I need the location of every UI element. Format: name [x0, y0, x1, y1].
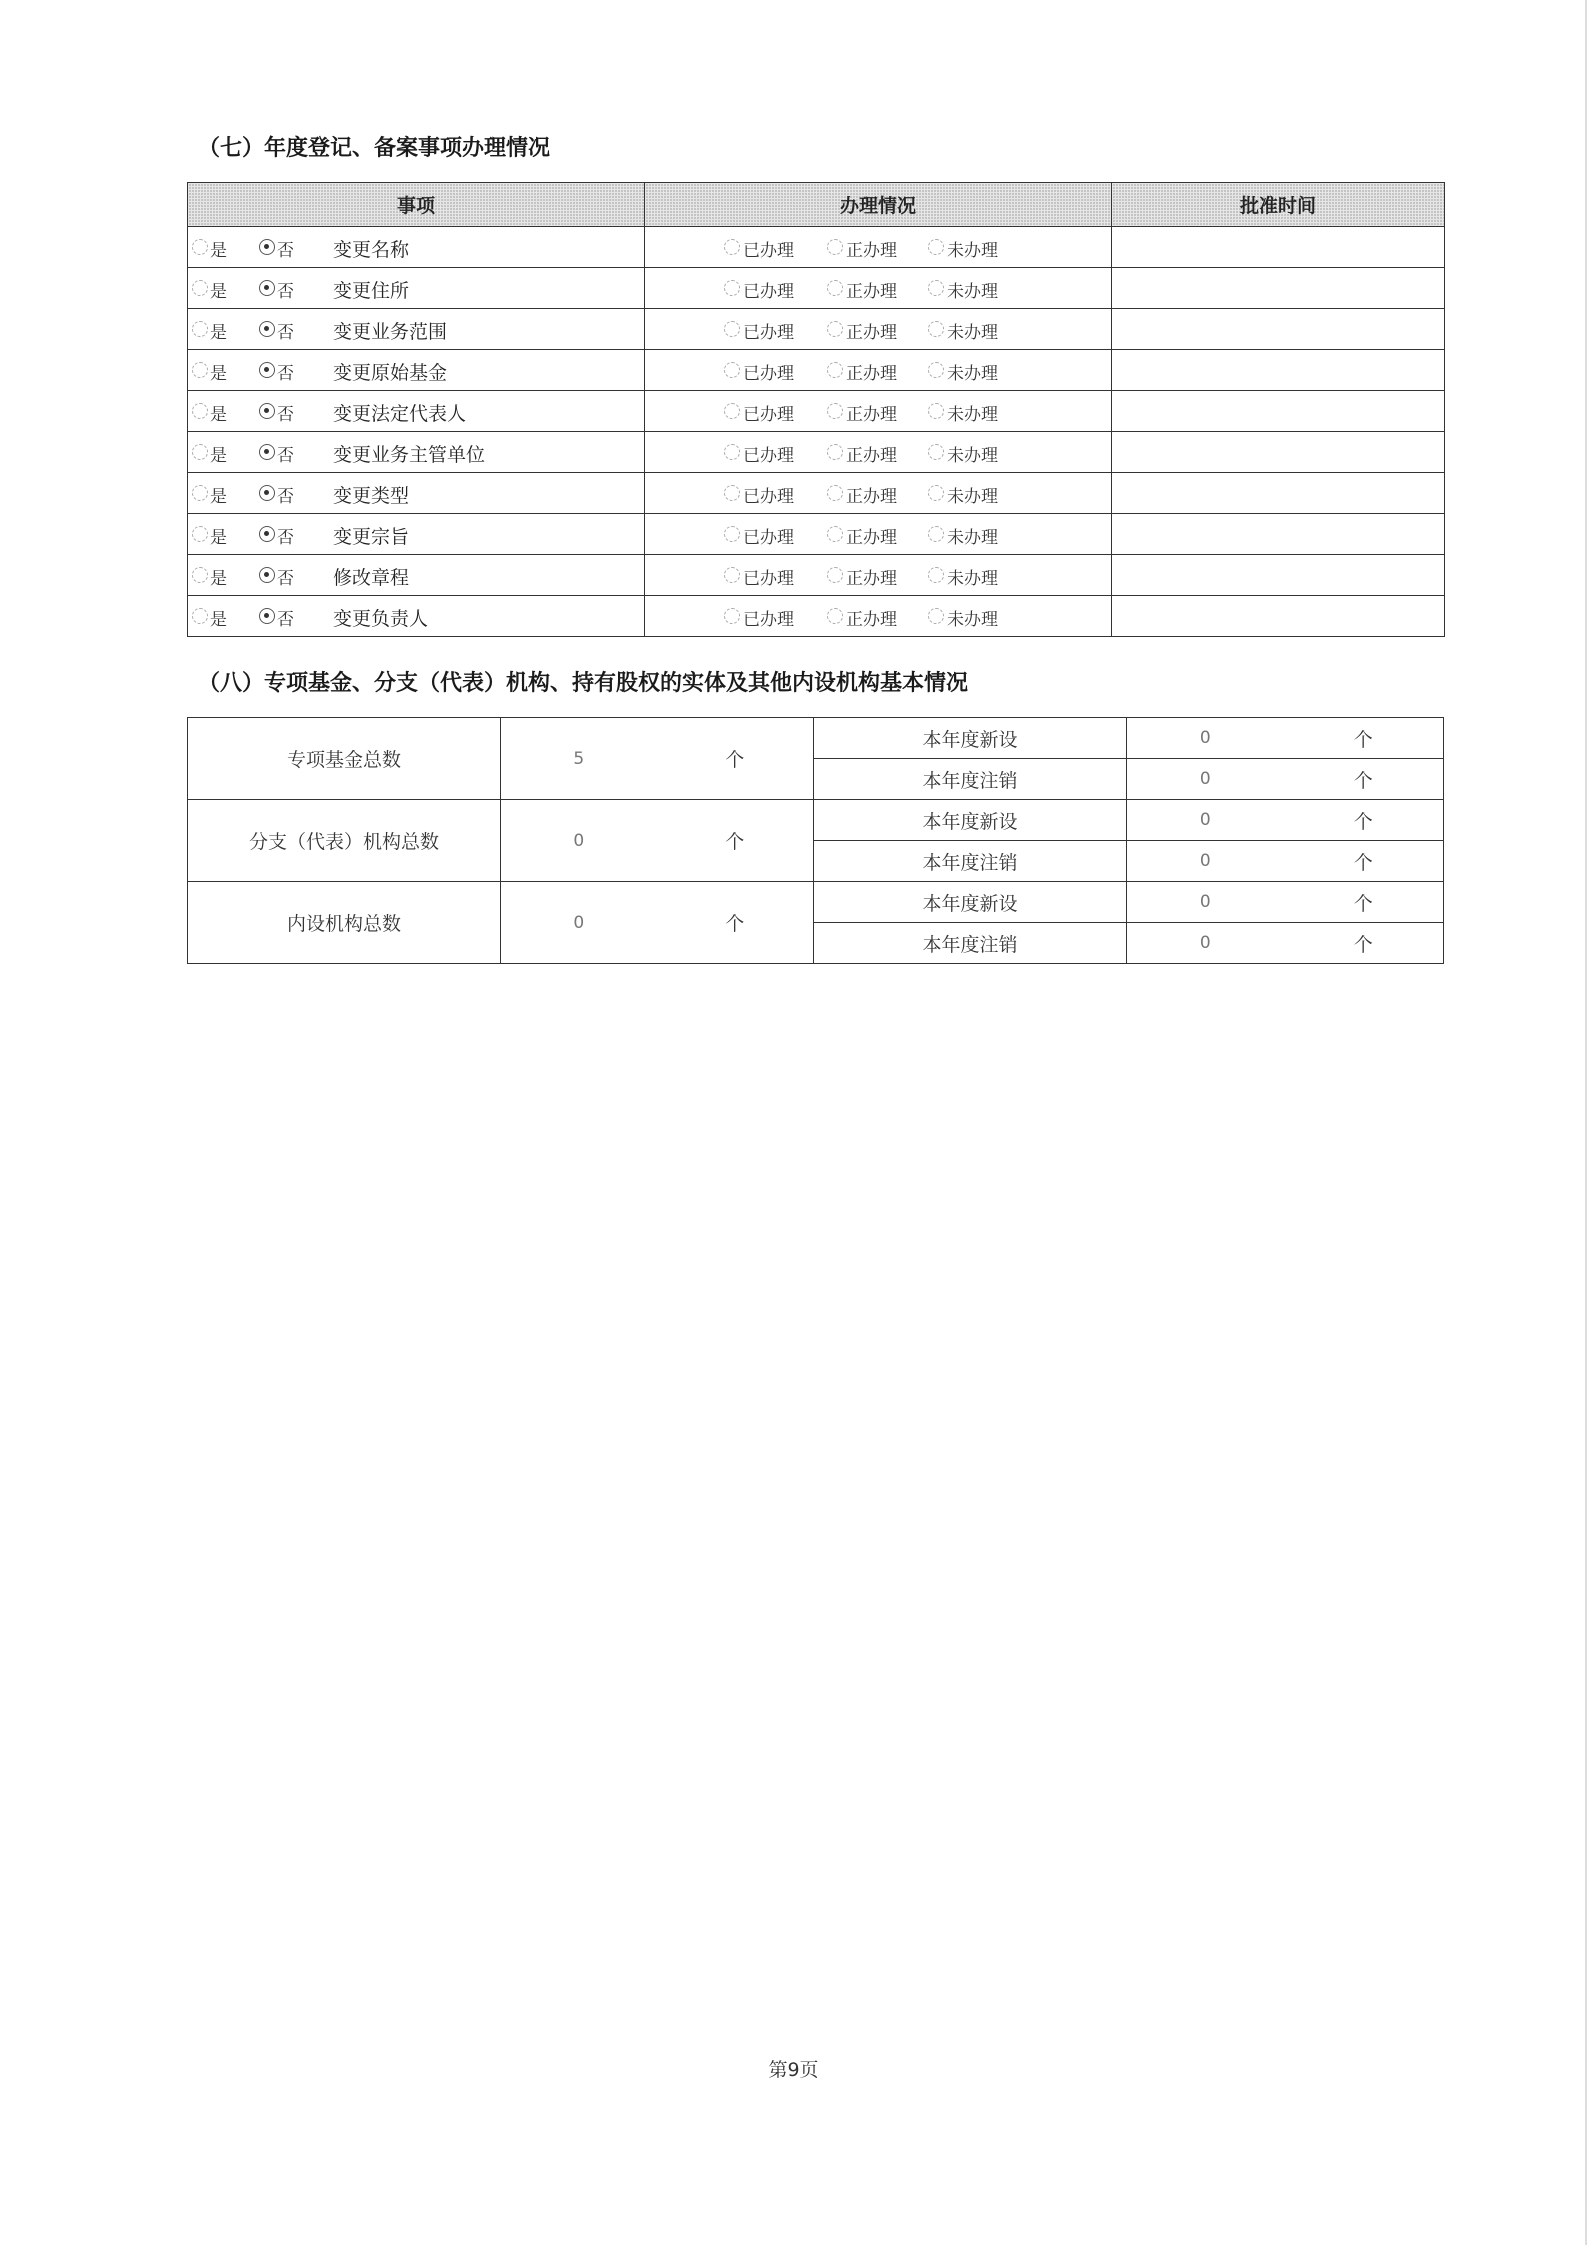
table-row — [188, 227, 1445, 268]
table-row — [188, 596, 1445, 637]
page-number: 第9页 — [768, 2059, 819, 2081]
no-label: 否 — [277, 364, 294, 384]
status-not-done-radio[interactable] — [928, 239, 944, 255]
approval-time-cell — [1112, 514, 1445, 555]
status-in-progress-radio[interactable] — [827, 280, 843, 296]
approval-time-cell — [1112, 268, 1445, 309]
status-in-progress-label: 正办理 — [846, 446, 897, 466]
item-name: 修改章程 — [333, 567, 410, 589]
unit-label: 个 — [1284, 882, 1444, 923]
item-cell — [188, 432, 645, 473]
item-cell — [188, 350, 645, 391]
status-done-radio[interactable] — [724, 526, 740, 542]
section-7-title: （七）年度登记、备案事项办理情况 — [198, 136, 551, 161]
yes-radio[interactable] — [192, 526, 208, 542]
group-label: 分支（代表）机构总数 — [188, 800, 501, 882]
table-row — [188, 391, 1445, 432]
item-name: 变更负责人 — [333, 608, 429, 630]
status-cell — [645, 555, 1112, 596]
status-done-radio[interactable] — [724, 444, 740, 460]
yes-label: 是 — [210, 569, 227, 589]
no-label: 否 — [277, 487, 294, 507]
status-in-progress-label: 正办理 — [846, 405, 897, 425]
item-name: 变更法定代表人 — [333, 403, 467, 425]
status-in-progress-radio[interactable] — [827, 403, 843, 419]
item-name: 变更原始基金 — [333, 362, 448, 384]
status-done-label: 已办理 — [743, 405, 794, 425]
no-label: 否 — [277, 610, 294, 630]
status-done-radio[interactable] — [724, 403, 740, 419]
status-not-done-radio[interactable] — [928, 608, 944, 624]
status-cell — [645, 350, 1112, 391]
status-not-done-label: 未办理 — [947, 446, 998, 466]
status-in-progress-radio[interactable] — [827, 567, 843, 583]
section-8-title: （八）专项基金、分支（代表）机构、持有股权的实体及其他内设机构基本情况 — [198, 671, 969, 696]
status-in-progress-label: 正办理 — [846, 282, 897, 302]
group-label: 内设机构总数 — [188, 882, 501, 964]
item-cell — [188, 268, 645, 309]
status-done-radio[interactable] — [724, 485, 740, 501]
status-not-done-label: 未办理 — [947, 405, 998, 425]
status-in-progress-radio[interactable] — [827, 485, 843, 501]
status-not-done-label: 未办理 — [947, 487, 998, 507]
group-label: 专项基金总数 — [188, 718, 501, 800]
unit-label: 个 — [1284, 718, 1444, 759]
table-row — [188, 800, 1444, 841]
status-cell — [645, 268, 1112, 309]
status-in-progress-radio[interactable] — [827, 321, 843, 337]
sub-value: 0 — [1127, 759, 1284, 800]
group-total: 5 — [501, 718, 657, 800]
no-radio[interactable] — [259, 239, 275, 255]
status-not-done-radio[interactable] — [928, 526, 944, 542]
status-not-done-radio[interactable] — [928, 485, 944, 501]
registration-items-table — [187, 182, 1445, 637]
no-radio[interactable] — [259, 608, 275, 624]
table-row — [188, 555, 1445, 596]
sub-value: 0 — [1127, 923, 1284, 964]
no-radio[interactable] — [259, 280, 275, 296]
yes-label: 是 — [210, 364, 227, 384]
item-cell — [188, 596, 645, 637]
sub-label: 本年度注销 — [814, 841, 1127, 882]
no-radio[interactable] — [259, 321, 275, 337]
table-row — [188, 882, 1444, 923]
sub-value: 0 — [1127, 718, 1284, 759]
no-radio[interactable] — [259, 526, 275, 542]
status-cell — [645, 432, 1112, 473]
sub-label: 本年度新设 — [814, 882, 1127, 923]
item-name: 变更业务范围 — [333, 321, 448, 343]
yes-radio[interactable] — [192, 239, 208, 255]
approval-time-cell — [1112, 596, 1445, 637]
status-cell — [645, 514, 1112, 555]
status-in-progress-label: 正办理 — [846, 323, 897, 343]
status-in-progress-radio[interactable] — [827, 526, 843, 542]
status-in-progress-radio[interactable] — [827, 608, 843, 624]
status-in-progress-label: 正办理 — [846, 528, 897, 548]
item-cell — [188, 473, 645, 514]
approval-time-cell — [1112, 227, 1445, 268]
status-not-done-label: 未办理 — [947, 323, 998, 343]
item-cell — [188, 309, 645, 350]
yes-label: 是 — [210, 241, 227, 261]
status-in-progress-label: 正办理 — [846, 569, 897, 589]
table-row — [188, 350, 1445, 391]
table-header-row — [188, 183, 1445, 227]
sub-institutions-table — [187, 717, 1444, 964]
item-cell — [188, 391, 645, 432]
item-name: 变更类型 — [333, 485, 410, 507]
table-row — [188, 473, 1445, 514]
sub-label: 本年度新设 — [814, 718, 1127, 759]
status-cell — [645, 473, 1112, 514]
approval-time-cell — [1112, 432, 1445, 473]
yes-radio[interactable] — [192, 321, 208, 337]
sub-value: 0 — [1127, 882, 1284, 923]
approval-time-cell — [1112, 350, 1445, 391]
status-not-done-radio[interactable] — [928, 321, 944, 337]
item-name: 变更名称 — [333, 239, 410, 261]
status-not-done-radio[interactable] — [928, 362, 944, 378]
status-done-label: 已办理 — [743, 446, 794, 466]
no-label: 否 — [277, 528, 294, 548]
yes-label: 是 — [210, 323, 227, 343]
sub-label: 本年度注销 — [814, 923, 1127, 964]
table-row — [188, 268, 1445, 309]
status-not-done-label: 未办理 — [947, 569, 998, 589]
table-row — [188, 309, 1445, 350]
yes-radio[interactable] — [192, 280, 208, 296]
status-not-done-label: 未办理 — [947, 364, 998, 384]
item-name: 变更业务主管单位 — [333, 444, 486, 466]
unit-label: 个 — [657, 882, 814, 964]
item-cell — [188, 227, 645, 268]
status-in-progress-radio[interactable] — [827, 444, 843, 460]
status-done-label: 已办理 — [743, 610, 794, 630]
status-not-done-label: 未办理 — [947, 282, 998, 302]
sub-label: 本年度新设 — [814, 800, 1127, 841]
no-label: 否 — [277, 405, 294, 425]
yes-radio[interactable] — [192, 485, 208, 501]
status-done-radio[interactable] — [724, 280, 740, 296]
status-done-radio[interactable] — [724, 362, 740, 378]
yes-radio[interactable] — [192, 444, 208, 460]
no-radio[interactable] — [259, 444, 275, 460]
unit-label: 个 — [1284, 841, 1444, 882]
status-done-label: 已办理 — [743, 241, 794, 261]
table-row — [188, 718, 1444, 759]
table-row — [188, 514, 1445, 555]
approval-time-cell — [1112, 473, 1445, 514]
yes-label: 是 — [210, 487, 227, 507]
no-radio[interactable] — [259, 362, 275, 378]
no-radio[interactable] — [259, 567, 275, 583]
status-in-progress-radio[interactable] — [827, 362, 843, 378]
status-done-label: 已办理 — [743, 528, 794, 548]
group-total: 0 — [501, 882, 657, 964]
unit-label: 个 — [1284, 923, 1444, 964]
item-name: 变更住所 — [333, 280, 410, 302]
status-not-done-radio[interactable] — [928, 444, 944, 460]
status-cell — [645, 391, 1112, 432]
sub-value: 0 — [1127, 841, 1284, 882]
status-done-radio[interactable] — [724, 321, 740, 337]
yes-label: 是 — [210, 528, 227, 548]
status-done-label: 已办理 — [743, 364, 794, 384]
status-done-radio[interactable] — [724, 567, 740, 583]
status-not-done-radio[interactable] — [928, 567, 944, 583]
status-not-done-radio[interactable] — [928, 403, 944, 419]
status-in-progress-label: 正办理 — [846, 610, 897, 630]
yes-label: 是 — [210, 610, 227, 630]
no-label: 否 — [277, 569, 294, 589]
status-not-done-label: 未办理 — [947, 610, 998, 630]
no-label: 否 — [277, 282, 294, 302]
approval-time-cell — [1112, 391, 1445, 432]
status-in-progress-radio[interactable] — [827, 239, 843, 255]
header-approval-time: 批准时间 — [1112, 183, 1445, 227]
header-item: 事项 — [188, 183, 645, 227]
status-not-done-label: 未办理 — [947, 528, 998, 548]
status-in-progress-label: 正办理 — [846, 364, 897, 384]
yes-radio[interactable] — [192, 362, 208, 378]
header-status: 办理情况 — [645, 183, 1112, 227]
unit-label: 个 — [1284, 800, 1444, 841]
status-cell — [645, 309, 1112, 350]
status-done-label: 已办理 — [743, 487, 794, 507]
yes-label: 是 — [210, 282, 227, 302]
status-not-done-radio[interactable] — [928, 280, 944, 296]
yes-radio[interactable] — [192, 608, 208, 624]
unit-label: 个 — [1284, 759, 1444, 800]
status-not-done-label: 未办理 — [947, 241, 998, 261]
group-total: 0 — [501, 800, 657, 882]
item-cell — [188, 514, 645, 555]
status-in-progress-label: 正办理 — [846, 487, 897, 507]
status-in-progress-label: 正办理 — [846, 241, 897, 261]
yes-label: 是 — [210, 405, 227, 425]
no-radio[interactable] — [259, 485, 275, 501]
sub-value: 0 — [1127, 800, 1284, 841]
approval-time-cell — [1112, 555, 1445, 596]
yes-radio[interactable] — [192, 403, 208, 419]
sub-label: 本年度注销 — [814, 759, 1127, 800]
no-label: 否 — [277, 446, 294, 466]
status-done-label: 已办理 — [743, 323, 794, 343]
unit-label: 个 — [657, 800, 814, 882]
unit-label: 个 — [657, 718, 814, 800]
status-done-radio[interactable] — [724, 239, 740, 255]
item-name: 变更宗旨 — [333, 526, 410, 548]
no-label: 否 — [277, 323, 294, 343]
table-row — [188, 432, 1445, 473]
yes-label: 是 — [210, 446, 227, 466]
status-done-label: 已办理 — [743, 569, 794, 589]
no-radio[interactable] — [259, 403, 275, 419]
no-label: 否 — [277, 241, 294, 261]
status-cell — [645, 227, 1112, 268]
status-done-label: 已办理 — [743, 282, 794, 302]
item-cell — [188, 555, 645, 596]
status-done-radio[interactable] — [724, 608, 740, 624]
yes-radio[interactable] — [192, 567, 208, 583]
status-cell — [645, 596, 1112, 637]
approval-time-cell — [1112, 309, 1445, 350]
